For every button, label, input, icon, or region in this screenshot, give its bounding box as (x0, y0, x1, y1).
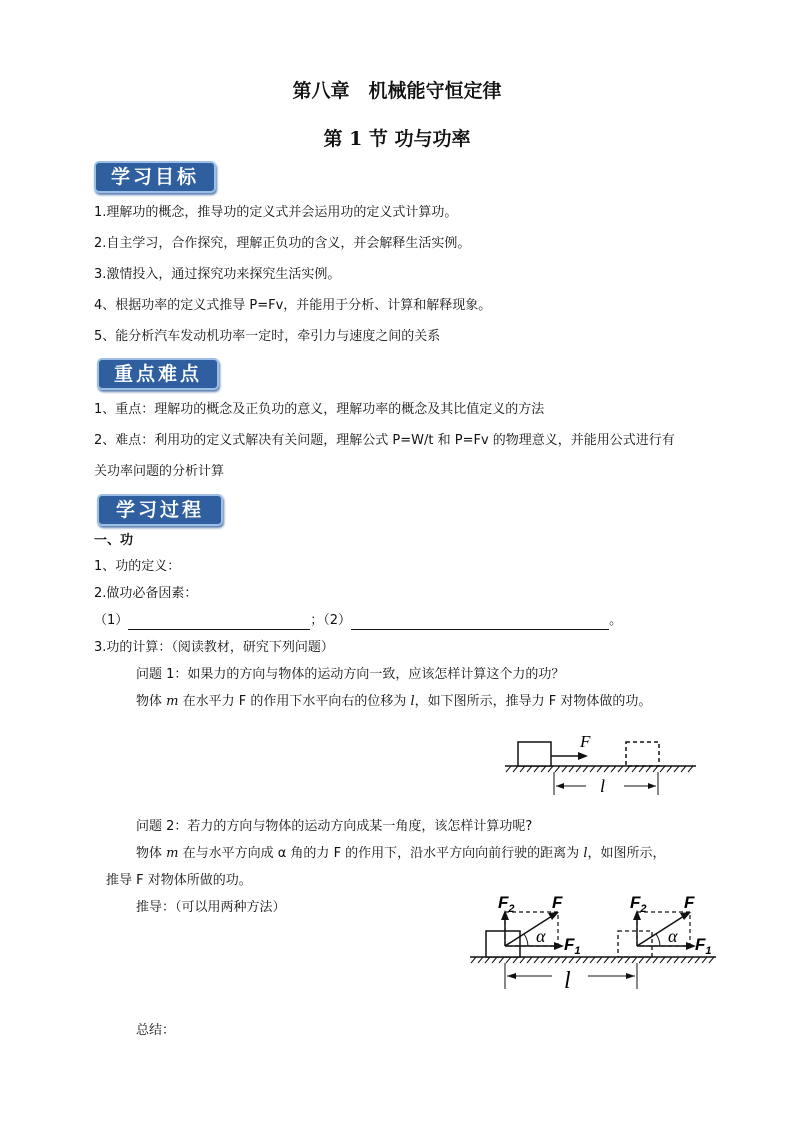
p1-displacement-symbol: l (410, 694, 415, 709)
p2-desc-b: 在与水平方向成 α 角的力 F 的作用下，沿水平方向向前行驶的距离为 (178, 846, 584, 861)
alpha-label-right: α (668, 926, 678, 946)
problem-1: 问题 1：如果力的方向与物体的运动方向一致，应该怎样计算这个力的功？ (136, 667, 565, 682)
section-title: 第 1 节 功与功率 (323, 128, 471, 150)
f-label-right: F (684, 893, 695, 912)
blank-2[interactable] (351, 615, 609, 630)
process-badge (97, 494, 223, 526)
f1-label-right: $F_1$ (695, 935, 712, 957)
p2-displacement-symbol: l (583, 846, 588, 861)
objective-1: 1.理解功的概念，推导功的定义式并会运用功的定义式计算功。 (94, 205, 458, 220)
objective-5: 5、能分析汽车发动机功率一定时，牵引力与速度之间的关系 (94, 329, 441, 344)
blank-1[interactable] (128, 615, 310, 630)
chapter-title: 第八章 机械能守恒定律 (292, 80, 502, 102)
p2-mass-symbol: m (166, 846, 179, 861)
block-start (486, 931, 520, 957)
p1-desc-b: 在水平力 F 的作用下水平向右的位移为 (178, 694, 411, 709)
p1-mass-symbol: m (166, 694, 179, 709)
question-calculation: 3.功的计算：（阅读教材，研究下列问题） (94, 640, 334, 655)
problem-2-description-line2: 推导 F 对物体所做的功。 (106, 873, 252, 888)
objectives-badge-label: 学习目标 (110, 166, 199, 188)
question-definition: 1、功的定义： (94, 559, 181, 574)
problem-2: 问题 2：若力的方向与物体的运动方向成某一角度，该怎样计算功呢? (136, 819, 533, 834)
p1-desc-c: ，如下图所示，推导力 F 对物体做的功。 (414, 694, 652, 709)
problem-1-description (136, 693, 651, 711)
key-points-badge-label: 重点难点 (113, 363, 202, 385)
p2-desc-a: 物体 (136, 846, 167, 861)
displacement-label-2: l (564, 968, 571, 990)
objectives-badge (94, 161, 216, 193)
f-label-left: F (552, 893, 563, 912)
question-factors: 2.做功必备因素： (94, 586, 198, 601)
blank-1-label: （1） (94, 613, 129, 628)
figure-horizontal-force (500, 725, 700, 800)
f2-label-left: $F_2$ (498, 893, 515, 915)
key-point-2-line2: 关功率问题的分析计算 (94, 464, 225, 479)
p2-desc-c: ，如图所示， (587, 846, 666, 861)
key-point-1: 1、重点：理解功的概念及正负功的意义，理解功率的概念及其比值定义的方法 (94, 402, 545, 417)
factors-blanks-row (94, 612, 622, 630)
f1-label-left: $F_1$ (564, 935, 581, 957)
blank-separator: ；（2） (310, 613, 352, 628)
objective-4: 4、根据功率的定义式推导 P=Fv，并能用于分析、计算和解释现象。 (94, 298, 492, 313)
blank-end: 。 (609, 613, 623, 628)
process-badge-label: 学习过程 (115, 499, 204, 521)
block (518, 742, 551, 766)
alpha-label-left: α (536, 926, 546, 946)
key-point-2-line1: 2、难点：利用功的定义式解决有关问题，理解公式 P=W/t 和 P=Fv 的物理意义，并能用公式进行有 (94, 433, 675, 448)
figure-angled-force (466, 888, 726, 990)
displacement-label: l (600, 776, 606, 796)
p1-desc-a: 物体 (136, 694, 167, 709)
section-heading-work: 一、功 (94, 533, 134, 548)
derive-prompt: 推导：（可以用两种方法） (136, 900, 286, 915)
block-end (618, 931, 652, 957)
summary-label: 总结： (136, 1023, 176, 1038)
f2-label-right: $F_2$ (630, 893, 647, 915)
objective-2: 2.自主学习，合作探究，理解正负功的含义，并会解释生活实例。 (94, 236, 471, 251)
objective-3: 3.激情投入，通过探究功来探究生活实例。 (94, 267, 341, 282)
force-label: F (580, 732, 591, 751)
key-points-badge (97, 358, 219, 390)
problem-2-description (136, 845, 666, 863)
block-moved (626, 742, 659, 766)
